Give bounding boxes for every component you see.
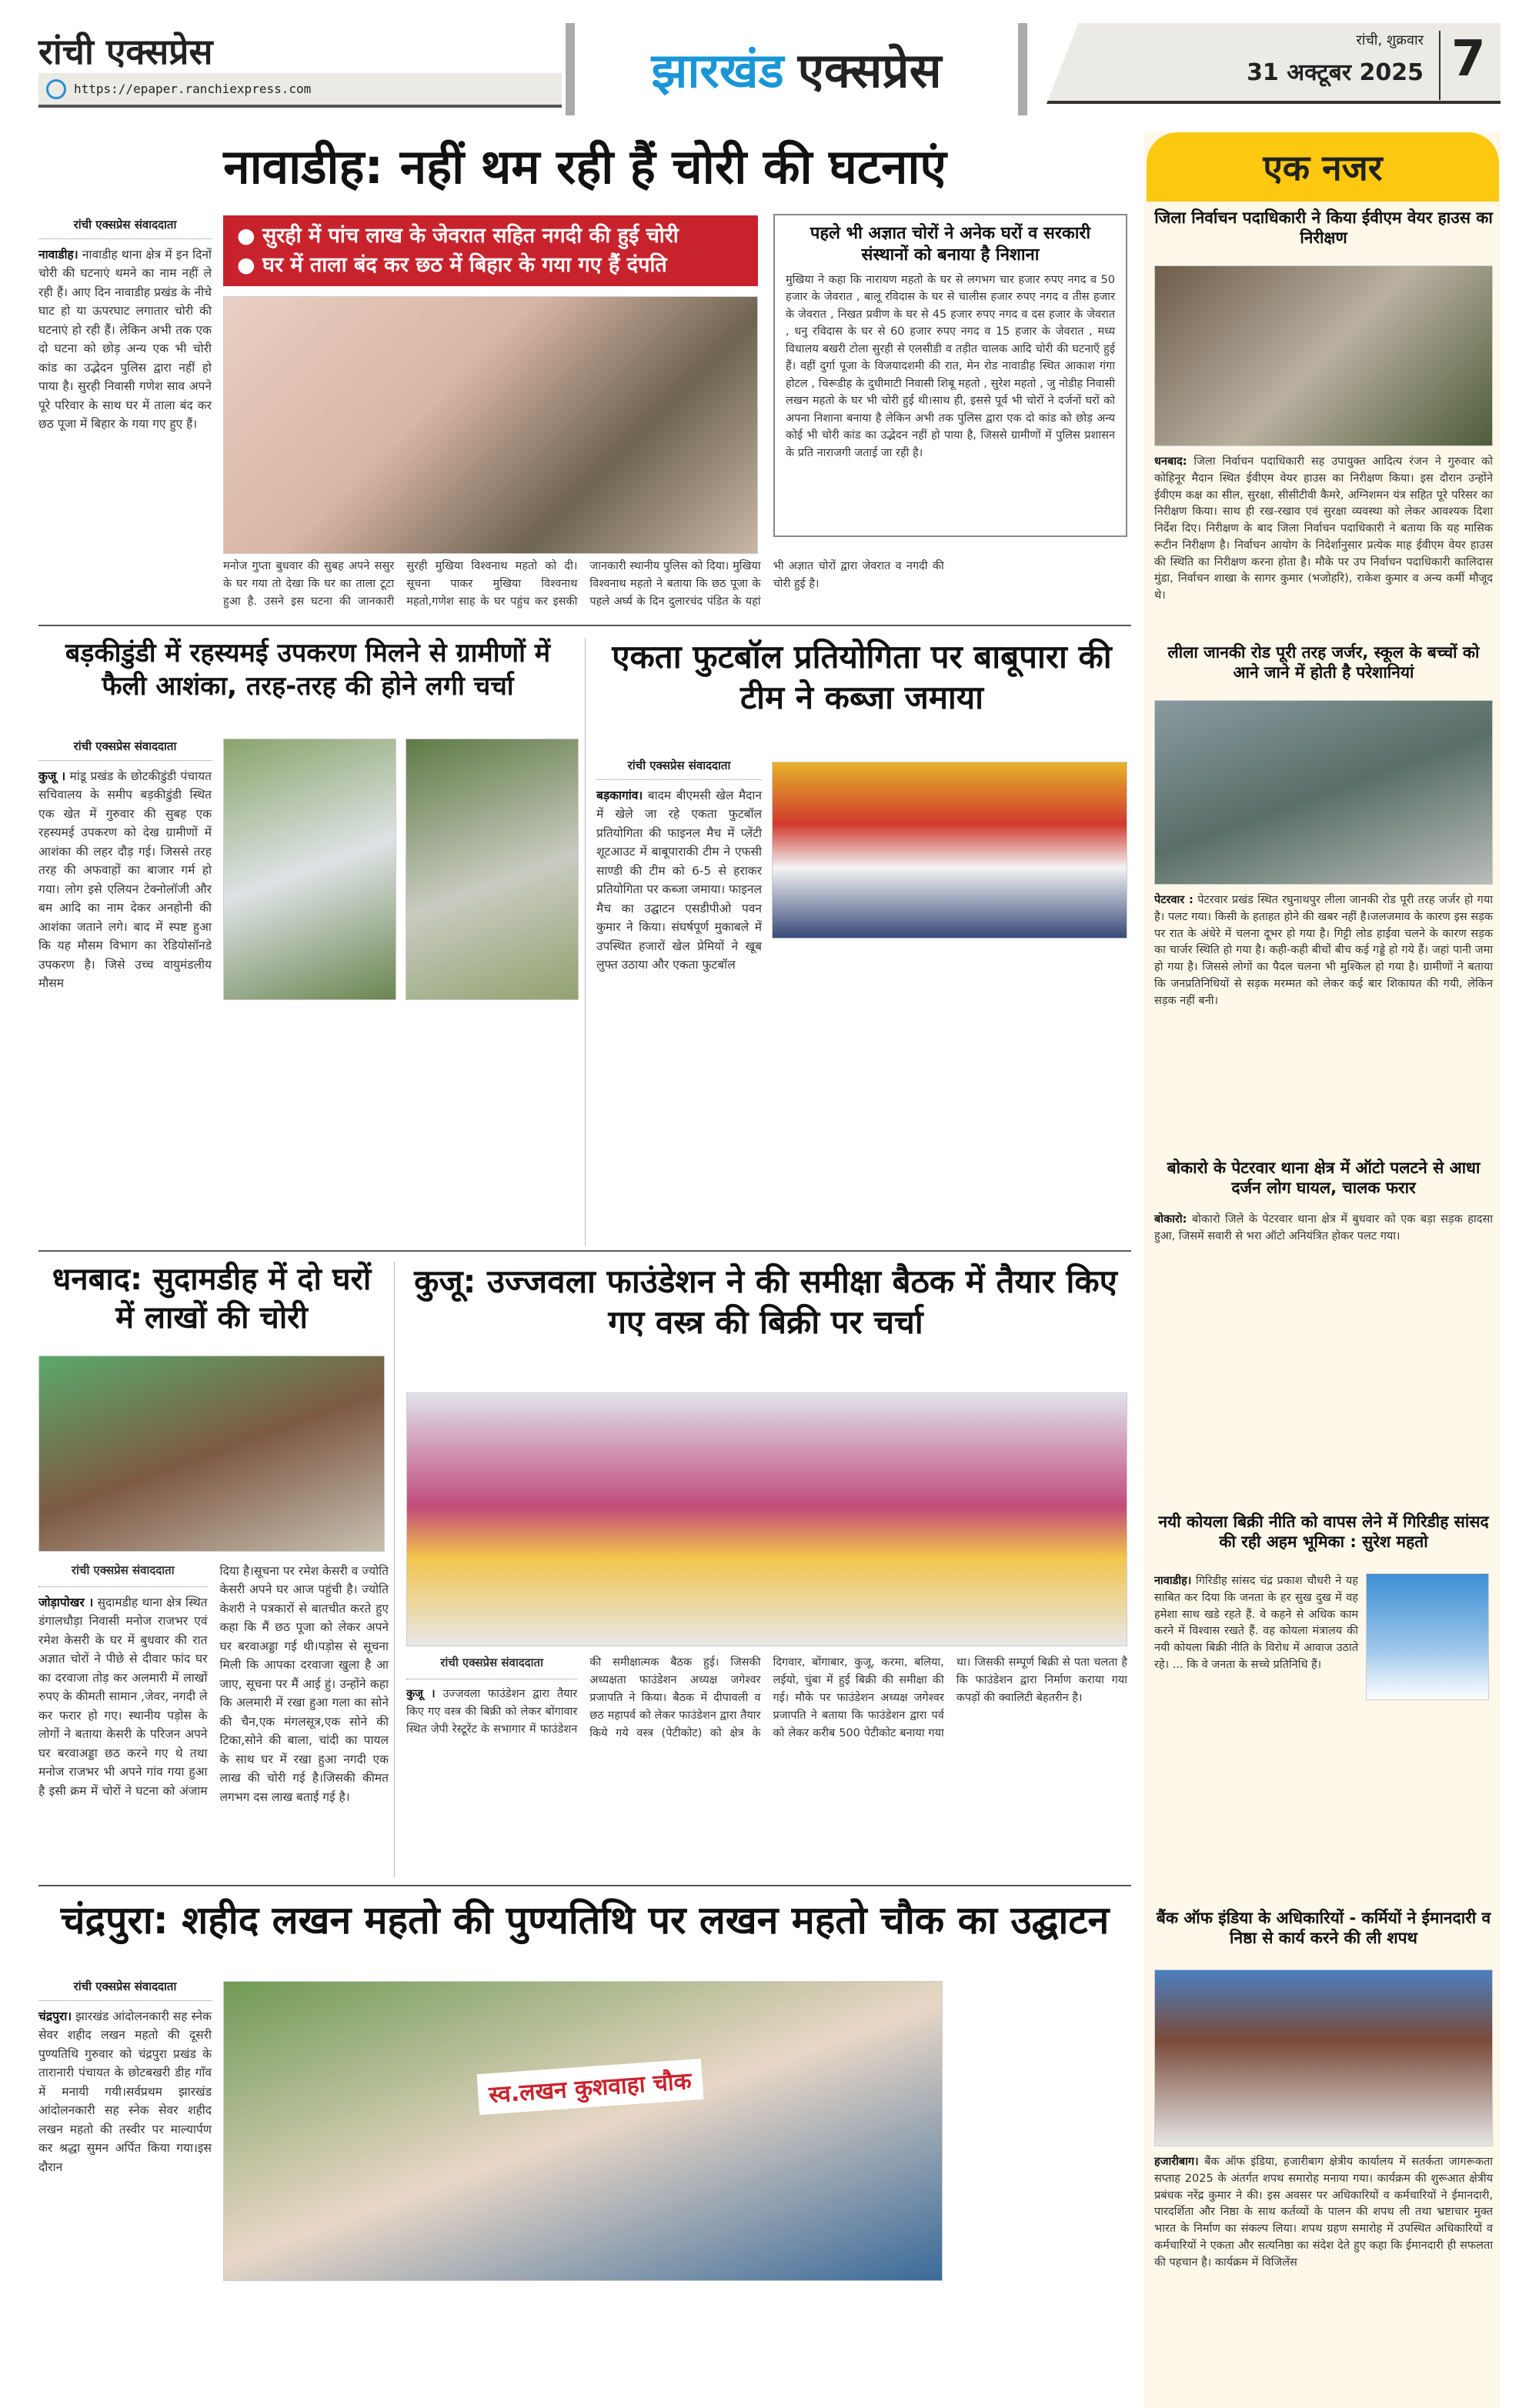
web-icon — [46, 79, 66, 99]
brief-body: नावाडीह। गिरिडीह सांसद चंद्र प्रकाश चौधरी ने यह साबित कर दिया कि जनता के हर सुख दुख में वह हमेशा साथ खडे रहते हैं. वे कहने से अधिक काम करने में विश्वास रखते हैं. वह कोयला मंत्रालय की नयी कोयला बिक्री नीति के विरोध में आवाज उठाते रहे। ... कि वे जनता के सच्चे प्रतिनिधि हैं। — [1154, 1575, 1358, 1671]
byline: रांची एक्सप्रेस संवाददाता — [38, 217, 212, 239]
brief-headline: बैंक ऑफ इंडिया के अधिकारियों - कर्मियों ने ईमानदारी व निष्ठा से कार्य करने की ली शपथ — [1156, 1909, 1491, 1948]
lead-sidebar-box — [773, 214, 1127, 537]
brief-headline: बोकारो के पेटरवार थाना क्षेत्र में ऑटो पलटने से आधा दर्जन लोग घायल, चालक फरार — [1167, 1159, 1481, 1198]
section-name-a: झारखंड — [651, 42, 784, 98]
chandrapura-article-col — [38, 1979, 212, 2176]
device-article-col — [38, 739, 212, 993]
byline: रांची एक्सप्रेस संवाददाता — [38, 1979, 212, 2001]
byline: रांची एक्सप्रेस संवाददाता — [406, 1654, 577, 1679]
kuju-article — [406, 1654, 1127, 1877]
divider — [38, 625, 1131, 626]
brief-headline: नयी कोयला बिक्री नीति को वापस लेने में गिरिडीह सांसद की रही अहम भूमिका : सुरेश महतो — [1158, 1513, 1489, 1552]
brief-photo — [1154, 265, 1493, 446]
lead-body-continued: मनोज गुप्ता बुधवार की सुबह अपने ससुर के घर गया तो देखा कि घर का ताला टूटा हुआ है. उसने इस घटना की जानकारी सुरही मुखिया विश्वनाथ महतो को दी। सूचना पाकर मुखिया विश्वनाथ महतो,गणेश साह के घर पहुंच कर इसकी जानकारी स्थानीय पुलिस को दिया। मुखिया विश्वनाथ महतो ने बताया कि छठ पूजा के पहले अर्घ्य के दिन दुलारचंद पंडित के यहां भी अज्ञात चोरों द्वारा जेवरात व नगदी की चोरी हुई है। — [223, 560, 944, 608]
football-photo — [772, 762, 1127, 939]
section-name-b: एक्सप्रेस — [797, 42, 942, 98]
kuju-photo — [406, 1392, 1127, 1646]
article-body: नावाडीह थाना क्षेत्र में इन दिनों चोरी की घटनाएं थमने का नाम नहीं ले रही हैं। आए दिन नावाडीह प्रखंड के नीचे घाट हो या ऊपरघाट लगातार चोरी की घटनाएं हो रही हैं। लेकिन अभी तक एक दो घटना को छोड़ अन्य एक भी चोरी कांड का उद्भेदन पुलिस द्वारा नहीं हो पाया है। सुरही निवासी गणेश साव अपने पूरे परिवार के साथ घर में ताला बंद कर छठ पूजा में बिहार के गया गए हुए हैं। — [38, 248, 212, 432]
chandrapura-headline: चंद्रपुरा: शहीद लखन महतो की पुण्यतिथि पर लखन महतो चौक का उद्घाटन — [60, 1898, 1110, 1943]
article-body: झारखंड आंदोलनकारी सह स्नेक सेवर शहीद लखन महतो की दूसरी पुण्यतिथि गुरुवार को चंद्रपुरा प्रखंड के तारानारी पंचायत के छोटबखरी डीह गाँव में मनायी गयी।सर्वप्रथम झारखंड आंदोलनकारी सह स्नेक सेवर शहीद लखन महतो की तस्वीर पर माल्यार्पण कर श्रद्धा सुमन अर्पित किया गया।इस दौरान — [38, 2009, 212, 2174]
brief-body: हजारीबाग। बैंक ऑफ इंडिया, हजारीबाग क्षेत्रीय कार्यालय में सतर्कता जागरूकता सप्ताह 2025 के अंतर्गत शपथ समारोह मनाया गया। कार्यक्रम की शुरूआत क्षेत्रीय प्रबंधक नरेंद्र कुमार ने की। इस अवसर पर अधिकारियों व कर्मचारियों ने ईमानदारी, पारदर्शिता और निष्ठा के साथ कर्तव्यों के पालन की शपथ ली तथा भ्रष्टाचार मुक्त भारत के निर्माण का संकल्प लिया। शपथ ग्रहण समारोह में उपस्थित अधिकारियों व कर्मचारियों ने एकता और सत्यनिष्ठा का संदेश देते हुए कहा कि ईमानदारी ही सफलता की पहचान है। कार्यक्रम में विजिलेंस — [1154, 2156, 1493, 2269]
article-body: मांडू प्रखंड के छोटकीडुंडी पंचायत सचिवालय के समीप बड़कीडुंडी स्थित एक खेत में गुरुवार की सुबह एक रहस्यमई उपकरण को देख ग्रामीणों में आशंका की लहर दौड़ गई। जिससे तरह तरह की अफवाहों का बाजार गर्म हो गया। लोग इसे एलियन टेक्नोलॉजी और बम आदि का नाम देकर अनहोनी की आशंका जताने लगे। बाद में स्पष्ट हुआ कि यह मौसम विभाग का रेडियोसॉनडे उपकरण है। जिसे उच्च वायुमंडलीय मौसम — [38, 769, 212, 991]
ek-nazar-title: एक नजर — [1147, 132, 1499, 202]
lead-photo — [223, 296, 758, 554]
date: 31 अक्टूबर 2025 — [1247, 59, 1424, 86]
page-number: 7 — [1439, 31, 1486, 100]
byline: रांची एक्सप्रेस संवाददाता — [38, 739, 212, 761]
brief-photo — [1154, 700, 1493, 885]
column-divider — [394, 1262, 395, 1877]
dhanbad-headline: धनबाद: सुदामडीह में दो घरों में लाखों की चोरी — [52, 1262, 372, 1336]
device-photo-2 — [406, 739, 579, 1000]
edition-date — [1200, 31, 1424, 87]
dateline: बड़कागांव। — [596, 789, 643, 802]
epaper-url[interactable]: https://epaper.ranchiexpress.com — [74, 82, 312, 96]
newspaper-logo: रांची एक्सप्रेस — [38, 31, 213, 72]
article-body: सुदामडीह थाना क्षेत्र स्थित डंगालधौड़ा निवासी मनोज राजभर एवं रमेश केसरी के घर में बुधवार की रात अज्ञात चोरों ने पीछे से दीवार फांद घर का दरवाजा तोड़ कर अलमारी में लाखों रुपए के कीमती सामान ,जेवर, नगदी ले कर फरार हो गए। स्थानीय पड़ोस के लोगों ने बताया केसरी के परिजन अपने घर बरवाअड्डा छठ करने गए थे तथा मनोज राजभर भी अपने गांव गया हुआ है इसी क्रम में चोरों ने घटना को अंजाम दिया है।सूचना पर रमेश केसरी व ज्योति केसरी अपने घर आज पहुंची है। ज्योति केशरी ने पत्रकारों से बातचीत करते हुए कहा कि मैं छठ पूजा को लेकर अपने घर बरवाअड्डा गई थी।पड़ोस से सूचना मिली कि आपका दरवाजा खुला है आ जाए, सूचना पर मैं आई हुं। उन्होंने कहा कि अलमारी में रखा हुआ गला का सोने की चैन,एक मंगलसूत्र,एक सोने की टिका,सोने की बाला, चांदी का पायल के साथ घर में रखा हुआ नगदी एक लाख की चोरी गई है।जिसकी कीमत लगभग दस लाख बताई गई है। — [38, 1564, 389, 1804]
url-bar — [38, 73, 562, 108]
brief-body: धनबाद: जिला निर्वाचन पदाधिकारी सह उपायुक्त आदित्य रंजन ने गुरुवार को कोहिनूर मैदान स्थित ईवीएम वेयर हाउस का निरीक्षण किया। इस दौरान उन्होंने ईवीएम कक्ष का सील, सुरक्षा, सीसीटीवी कैमरे, अग्निशमन यंत्र सहित पूरे परिसर का निरीक्षण किया। साथ ही रख-रखाव एवं सुरक्षा व्यवस्था को लेकर आवश्यक दिशा निर्देश दिए। निरीक्षण के बाद जिला निर्वाचन पदाधिकारी ने बताया कि यह मासिक रूटीन निरीक्षण है। निर्वाचन आयोग के निदेर्शानुसार प्रत्येक माह ईवीएम वेयर हाउस की स्थिति का निरीक्षण करना होता है। मौके पर उप निर्वाचन पदाधिकारी कालिदास मुंडा, निर्वाचन शाखा के सागर कुमार (भजोहरि), राकेश कुमार व अन्य कर्मी मौजूद थे। — [1154, 455, 1493, 602]
brief-photo — [1154, 1969, 1493, 2146]
portrait-photo — [1366, 1573, 1489, 1700]
dateline: चंद्रपुरा। — [38, 2009, 72, 2023]
dateline: कुजू । — [406, 1687, 436, 1700]
column-divider — [585, 639, 586, 1246]
dateline: नावाडीह। — [38, 248, 78, 262]
kuju-headline: कुजू: उज्जवला फाउंडेशन ने की समीक्षा बैठक में तैयार किए गए वस्त्र की बिक्री पर चर्चा — [414, 1262, 1117, 1341]
sidebar-body: मुखिया ने कहा कि नारायण महतो के घर से लगभग चार हजार रुपए नगद व 50 हजार के जेवरात , बालू रविदास के घर से चालीस हजार रुपए नगद व तीस हजार के जेवरात , निखत प्रवीण के घर से 45 हजार रुपए नगद व दस हजार के जेवरात , धनु रविदास के घर से 60 हजार रुपए नगद व 15 हजार के जेवरात , मध्य विधालय बखरी टोला सुरही से एलसीडी व तड़ीत चालक आदि चोरी की घटनाएँ हुई हैं। वहीं दुर्गा पूजा के विजयादशमी की रात, मेन रोड नावाडीह स्थित आकाश गंगा होटल , चिरूडीह के दुधीमाटी निवासी शिबू महतो , सुरेश महतो , जु नोडीह निवासी लखन महतो के घर भी चोरी हुई थी।साथ ही, इससे पूर्व भी चोरों ने दर्जनों घरों को अपना निशाना बनाया है लेकिन अभी तक पुलिस द्वारा एक दो कांड को छोड़ अन्य कोई भी चोरी कांड का उद्भेदन नहीं हो पाया है, जिससे ग्रामीणों में पुलिस प्रशासन के प्रति नाराजगी जताई जा रही है। — [786, 274, 1115, 459]
city-day: रांची, शुक्रवार — [1356, 32, 1424, 48]
dhanbad-photo — [38, 1356, 385, 1552]
device-photo — [223, 739, 396, 1000]
brief-body: बोकारो: बोकारो जिले के पेटरवार थाना क्षेत्र में बुधवार को एक बड़ा सड़क हादसा हुआ, जिसमें सवारी से भरा ऑटो अनियंत्रित होकर पलट गया। — [1154, 1213, 1494, 1242]
football-headline: एकता फुटबॉल प्रतियोगिता पर बाबूपारा की टीम ने कब्जा जमाया — [612, 638, 1112, 716]
article-body: उज्जवला फाउंडेशन द्वारा तैयार किए गए वस्त्र की बिक्री को लेकर बोंगावार स्थित जेपी रेस्टूरेंट के सभागार में फाउंडेशन की समीक्षात्मक बैठक हुई। जिसकी अध्यक्षता फाउंडेशन अध्यक्ष जगेश्वर प्रजापति ने किया। बैठक में दीपावली व छठ महापर्व को लेकर फाउंडेशन द्वारा तैयार किये गये वस्त्र (पेटीकोट) को क्षेत्र के दिगवार, बोंगाबार, कुजू, करमा, बलिया, लईयो, चुंबा में हुई बिक्री की समीक्षा की गई। मौके पर फाउंडेशन अध्यक्ष जगेश्वर प्रजापति ने बताया कि फाउंडेशन द्वारा पर्व को लेकर करीब 500 पेटीकोट बनाया गया था। जिसकी सम्पूर्ण बिक्री से पता चलता है कि फाउंडेशन द्वारा निर्माण कराया गया कपड़ों की क्वालिटी बेहतरीन है। — [406, 1656, 1127, 1739]
lead-article-col — [38, 217, 212, 434]
football-article-col — [596, 758, 762, 975]
brief-body: पेटरवार : पेटरवार प्रखंड स्थित रघुनाथपुर लीला जानकी रोड पूरी तरह जर्जर हो गया है। पलट गया। किसी के हताहत होने की खबर नहीं है।जलजमाव के कारण इस सड़क पर रात के अंधेरे में चलना दूभर हो गया है। गिट्टी लोड हाईवा चलने के कारण सड़क का चार्जर स्थिति हो गया है। कही-कही बीचों बीच कई गड्डे हो गये हैं। जहां पानी जमा हो गया है। जिससे लोगों का पैदल चलना भी मुश्किल हो गया है। ग्रामीणों ने बताया कि जनप्रतिनिधियों से सड़क मरम्मत को लेकर कई बार शिकायत की गयी, लेकिन सड़क नहीं बनी। — [1154, 894, 1494, 1007]
divider — [38, 1250, 1131, 1252]
brief-headline: जिला निर्वाचन पदाधिकारी ने किया ईवीएम वेयर हाउस का निरीक्षण — [1154, 208, 1493, 248]
section-banner — [566, 23, 1027, 115]
byline: रांची एक्सप्रेस संवाददाता — [596, 758, 762, 780]
byline: रांची एक्सप्रेस संवाददाता — [38, 1562, 208, 1587]
highlight-item: ● घर में ताला बंद कर छठ में बिहार के गया गए हैं दंपति — [237, 252, 667, 277]
brief-headline: लीला जानकी रोड पूरी तरह जर्जर, स्कूल के बच्चों को आने जाने में होती है परेशानियां — [1167, 643, 1480, 682]
dateline: कुजू । — [38, 769, 66, 783]
dhanbad-article — [38, 1562, 389, 1877]
lead-headline: नावाडीह: नहीं थम रही हैं चोरी की घटनाएं — [223, 138, 946, 195]
article-body: बादम बीएमसी खेल मैदान में खेले जा रहे एकता फुटबॉल प्रतियोगिता की फाइनल मैच में प्लेंटी शूटआउट में बाबूपाराकी टीम ने एफसी साण्डी की टीम को 6-5 से हराकर प्रतियोगिता पर कब्जा जमाया। फाइनल मैच का उद्घाटन एसडीपीओ पवन कुमार ने किया। संघर्षपूर्ण मुकाबले में उपस्थित हजारों खेल प्रेमियों ने खूब लुफ्त उठाया और एकता फुटबॉल — [596, 789, 762, 972]
sidebar-headline: पहले भी अज्ञात चोरों ने अनेक घरों व सरकारी संस्थानों को बनाया है निशाना — [810, 224, 1091, 265]
dateline: जोड़ापोखर । — [38, 1595, 94, 1609]
chowk-banner: स्व.लखन कुशवाहा चौक — [477, 2059, 704, 2115]
highlight-item: ● सुरही में पांच लाख के जेवरात सहित नगदी की हुई चोरी — [237, 224, 679, 248]
divider — [38, 1885, 1131, 1886]
chandrapura-photo — [223, 1981, 943, 2281]
device-headline: बड़कीडुंडी में रहस्यमई उपकरण मिलने से ग्रामीणों में फैली आशंका, तरह-तरह की होने लगी चर्चा — [65, 638, 551, 702]
lead-highlights — [223, 215, 758, 286]
